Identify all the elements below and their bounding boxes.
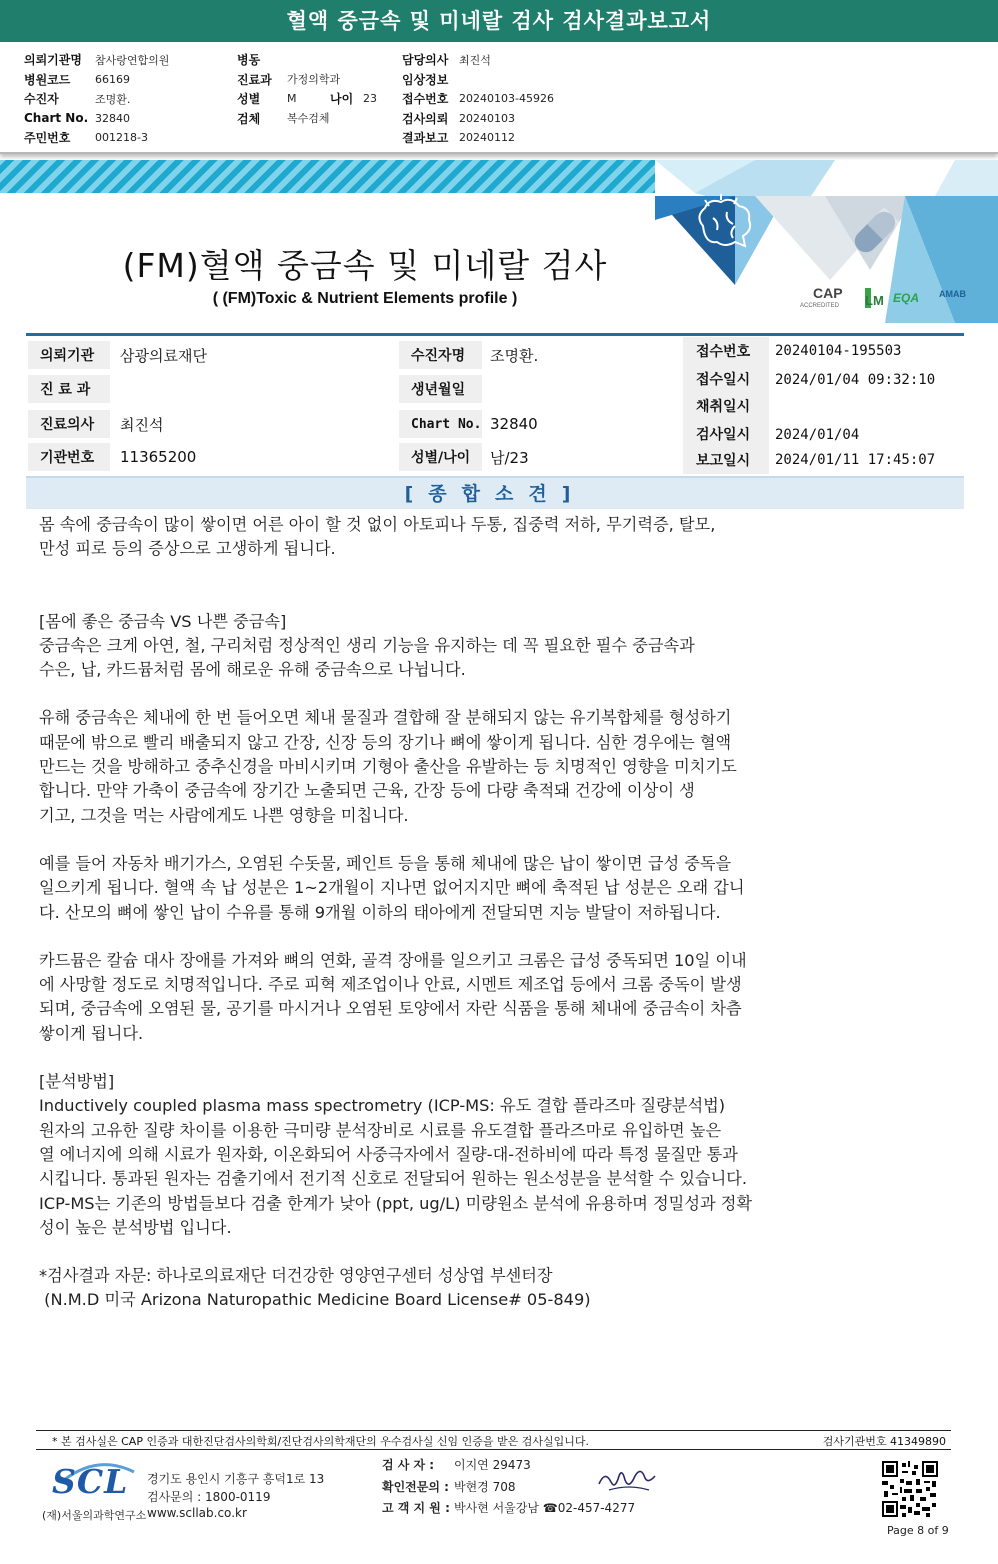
field-label: 진료과: [237, 72, 272, 87]
staff-label: 고 객 지 원 :: [382, 1501, 450, 1515]
field-label: 담당의사: [402, 53, 449, 68]
info-value-org-number: 11365200: [120, 448, 197, 466]
field-label: 검체: [237, 111, 261, 126]
text-line: 수은, 납, 카드뮴처럼 몸에 해로운 유해 중금속으로 나뉩니다.: [39, 660, 466, 680]
info-value-department: [112, 375, 394, 403]
org-address: 경기도 용인시 기흥구 흥덕1로 13: [147, 1472, 325, 1486]
info-label-institution: 의뢰기관: [28, 341, 110, 369]
summary-paragraph-3: [39, 706, 939, 827]
eqa-logo: EQA: [893, 291, 920, 305]
text-line: [몸에 좋은 중금속 VS 나쁜 중금속]: [39, 611, 287, 631]
field-value: 20240103-45926: [459, 92, 554, 106]
field-value: 최진석: [459, 53, 491, 67]
text-line: 만드는 것을 방해하고 중추신경을 마비시키며 기형아 출산을 유발하는 등 치명적인 영향을 미치기도: [39, 757, 737, 777]
info-label-patient-name: 수진자명: [399, 341, 482, 369]
staff-specialist: [382, 1478, 516, 1495]
test-subtitle: ( (FM)Toxic & Nutrient Elements profile ): [212, 290, 518, 307]
field-label: 성별: [237, 92, 261, 107]
patient-info-col-3: [402, 50, 554, 148]
info-label-collection-time: 채취일시: [683, 392, 769, 420]
field-value: 20240103: [459, 111, 515, 125]
staff-value: 박사현 서울강남 ☎02-457-4277: [454, 1501, 636, 1515]
info-label-birthdate: 생년월일: [399, 375, 482, 403]
info-label-sex-age: 성별/나이: [399, 443, 482, 471]
field-value: 참사랑연합의원: [95, 53, 170, 67]
text-line: 카드뮴은 칼슘 대사 장애를 가져와 뼈의 연화, 골격 장애를 일으키고 크롬은 급성 중독되면 10일 이내: [39, 950, 747, 970]
text-line: 일으키게 됩니다. 혈액 속 납 성분은 1~2개월이 지나면 없어지지만 뼈에 축적된 납 성분은 오래 갑니: [39, 878, 745, 898]
field-value: 조명환.: [95, 92, 131, 106]
patient-info-col-1: [24, 50, 169, 148]
info-label-test-time: 검사일시: [683, 420, 769, 448]
lm-logo: LM: [865, 293, 884, 308]
test-title: (FM)혈액 중금속 및 미네랄 검사: [122, 246, 608, 285]
staff-tester: [382, 1456, 531, 1473]
info-label-org-number: 기관번호: [28, 443, 110, 471]
divider: [26, 333, 964, 336]
staff-label: 검 사 자 :: [382, 1458, 435, 1472]
qr-code-icon: [882, 1461, 938, 1517]
text-line: [분석방법]: [39, 1072, 115, 1092]
summary-paragraph-4: [39, 852, 939, 925]
staff-value: 이지연 29473: [454, 1458, 531, 1472]
info-label-chart-no: Chart No.: [399, 410, 482, 438]
info-value-patient-name: 조명환.: [490, 346, 539, 365]
field-value: M: [287, 92, 297, 106]
text-line: ICP-MS는 기존의 방법들보다 검출 한계가 낮아 (ppt, ug/L) 미량원소 분석에 유용하며 정밀성과 정확: [39, 1193, 753, 1213]
info-value-doctor: 최진석: [120, 415, 164, 434]
certification-note: * 본 검사실은 CAP 인증과 대한진단검사의학회/진단검사의학재단의 우수검사실 신임 인증을 받은 검사실입니다.: [52, 1435, 590, 1448]
text-line: 기고, 그것을 먹는 사람에게도 나쁜 영향을 미칩니다.: [39, 805, 409, 825]
info-value-sex-age: 남/23: [490, 448, 529, 467]
summary-text: [39, 513, 939, 1313]
field-value: 66169: [95, 72, 130, 86]
staff-value: 박현경 708: [454, 1480, 516, 1494]
text-line: 열 에너지에 의해 시료가 원자화, 이온화되어 사중극자에서 질량-대-전하비에 따라 특정 물질만 통과: [39, 1144, 738, 1164]
text-line: 다. 산모의 뼈에 쌓인 납이 수유를 통해 9개월 이하의 태아에게 전달되면 지능 발달이 저하됩니다.: [39, 902, 721, 922]
text-line: *검사결과 자문: 하나로의료재단 더건강한 영양연구센터 성상엽 부센터장: [39, 1266, 553, 1286]
info-value-test-time: 2024/01/04: [775, 427, 860, 443]
field-value: 가정의학과: [287, 73, 341, 87]
field-label: 임상정보: [402, 72, 449, 87]
text-line: 성이 높은 분석방법 입니다.: [39, 1217, 232, 1237]
scl-logo: SCL: [52, 1462, 129, 1501]
info-value-receipt-time: 2024/01/04 09:32:10: [775, 372, 936, 388]
summary-paragraph-7: [39, 1264, 939, 1313]
text-line: 유해 중금속은 체내에 한 번 들어오면 체내 물질과 결합해 잘 분해되지 않는 유기복합체를 형성하기: [39, 708, 732, 728]
field-label: 주민번호: [24, 131, 71, 146]
summary-paragraph-1: [39, 513, 939, 562]
patient-info-age: [330, 89, 377, 109]
page-number: Page 8 of 9: [887, 1524, 949, 1537]
summary-paragraph-5: [39, 949, 939, 1046]
field-label: 의뢰기관명: [24, 53, 82, 68]
text-line: Inductively coupled plasma mass spectrometry (ICP-MS: 유도 결합 플라즈마 질량분석법): [39, 1096, 726, 1116]
field-value: 23: [363, 92, 377, 106]
banner-stripes: [0, 160, 660, 193]
info-label-receipt-time: 접수일시: [683, 365, 769, 393]
patient-info-box: [0, 42, 998, 154]
field-label: 검사의뢰: [402, 111, 449, 126]
org-website: www.scllab.co.kr: [147, 1506, 247, 1520]
field-value: 20240112: [459, 131, 515, 145]
text-line: 합니다. 만약 가축이 중금속에 장기간 노출되면 근육, 간장 등에 다량 축적돼 건강에 이상이 생: [39, 781, 695, 801]
field-value: 32840: [95, 111, 130, 125]
info-value-collection-time: [769, 392, 964, 420]
footer-rule-bottom: [36, 1449, 951, 1450]
field-label: 수진자: [24, 92, 59, 107]
report-header-title: 혈액 중금속 및 미네랄 검사 검사결과보고서: [0, 0, 998, 42]
field-label: 병동: [237, 53, 261, 68]
field-value: 복수검체: [287, 112, 330, 126]
footer-rule-top: [36, 1430, 951, 1431]
info-value-institution: 삼광의료재단: [120, 346, 207, 365]
info-label-doctor: 진료의사: [28, 410, 110, 438]
text-line: 시킵니다. 통과된 원자는 검출기에서 전기적 신호로 전달되어 원하는 원소성분을 분석할 수 있습니다.: [39, 1169, 748, 1189]
text-line: (N.M.D 미국 Arizona Naturopathic Medicine Board License# 05-849): [39, 1290, 591, 1310]
info-value-receipt-no: 20240104-195503: [775, 343, 902, 359]
field-label: 결과보고: [402, 131, 449, 146]
cap-accredited-text: ACCREDITED: [800, 303, 840, 309]
text-line: 몸 속에 중금속이 많이 쌓이면 어른 아이 할 것 없이 아토피나 두통, 집중력 저하, 무기력증, 탈모,: [39, 515, 716, 534]
staff-label: 확인전문의 :: [382, 1480, 449, 1494]
text-line: 에 사망할 정도로 치명적입니다. 주로 피혁 제조업이나 안료, 시멘트 제조업 등에서 크롬 중독이 발생: [39, 975, 742, 995]
info-label-department: 진 료 과: [28, 375, 110, 403]
registration-number: 검사기관번호 41349890: [822, 1435, 946, 1448]
text-line: 만성 피로 등의 증상으로 고생하게 됩니다.: [39, 539, 336, 559]
amab-logo: AMAB: [939, 289, 966, 299]
text-line: 원자의 고유한 질량 차이를 이용한 극미량 분석장비로 시료를 유도결합 플라즈마로 유입하면 높은: [39, 1120, 722, 1140]
text-line: 쌓이게 됩니다.: [39, 1023, 144, 1043]
info-value-report-time: 2024/01/11 17:45:07: [775, 452, 936, 468]
info-label-report-time: 보고일시: [683, 446, 769, 474]
field-label: Chart No.: [24, 111, 89, 126]
patient-info-col-2: [237, 50, 340, 128]
field-label: 접수번호: [402, 92, 449, 107]
info-value-birthdate: [482, 375, 674, 403]
field-label: 병원코드: [24, 72, 71, 87]
text-line: 중금속은 크게 아연, 철, 구리처럼 정상적인 생리 기능을 유지하는 데 꼭 필요한 필수 중금속과: [39, 635, 695, 655]
text-line: 되며, 중금속에 오염된 물, 공기를 마시거나 오염된 토양에서 자란 식품을 통해 체내에 중금속이 차츰: [39, 999, 742, 1019]
info-label-receipt-no: 접수번호: [683, 337, 769, 365]
signature-icon: [595, 1466, 659, 1496]
summary-paragraph-2: [39, 610, 939, 683]
info-value-chart-no: 32840: [490, 415, 538, 433]
cap-logo: CAP: [813, 285, 843, 301]
text-line: 예를 들어 자동차 배기가스, 오염된 수돗물, 페인트 등을 통해 체내에 많은 납이 쌓이면 급성 중독을: [39, 853, 732, 873]
summary-paragraph-6: [39, 1070, 939, 1240]
field-value: 001218-3: [95, 131, 148, 145]
field-label: 나이: [330, 92, 354, 107]
text-line: 때문에 밖으로 빨리 배출되지 않고 간장, 신장 등의 장기나 뼈에 쌓이게 됩니다. 심한 경우에는 혈액: [39, 732, 732, 752]
org-phone: 검사문의 : 1800-0119: [147, 1490, 271, 1504]
staff-support: [382, 1499, 635, 1516]
org-name: (재)서울의과학연구소: [42, 1509, 147, 1522]
summary-heading: [종합소견]: [26, 476, 964, 509]
